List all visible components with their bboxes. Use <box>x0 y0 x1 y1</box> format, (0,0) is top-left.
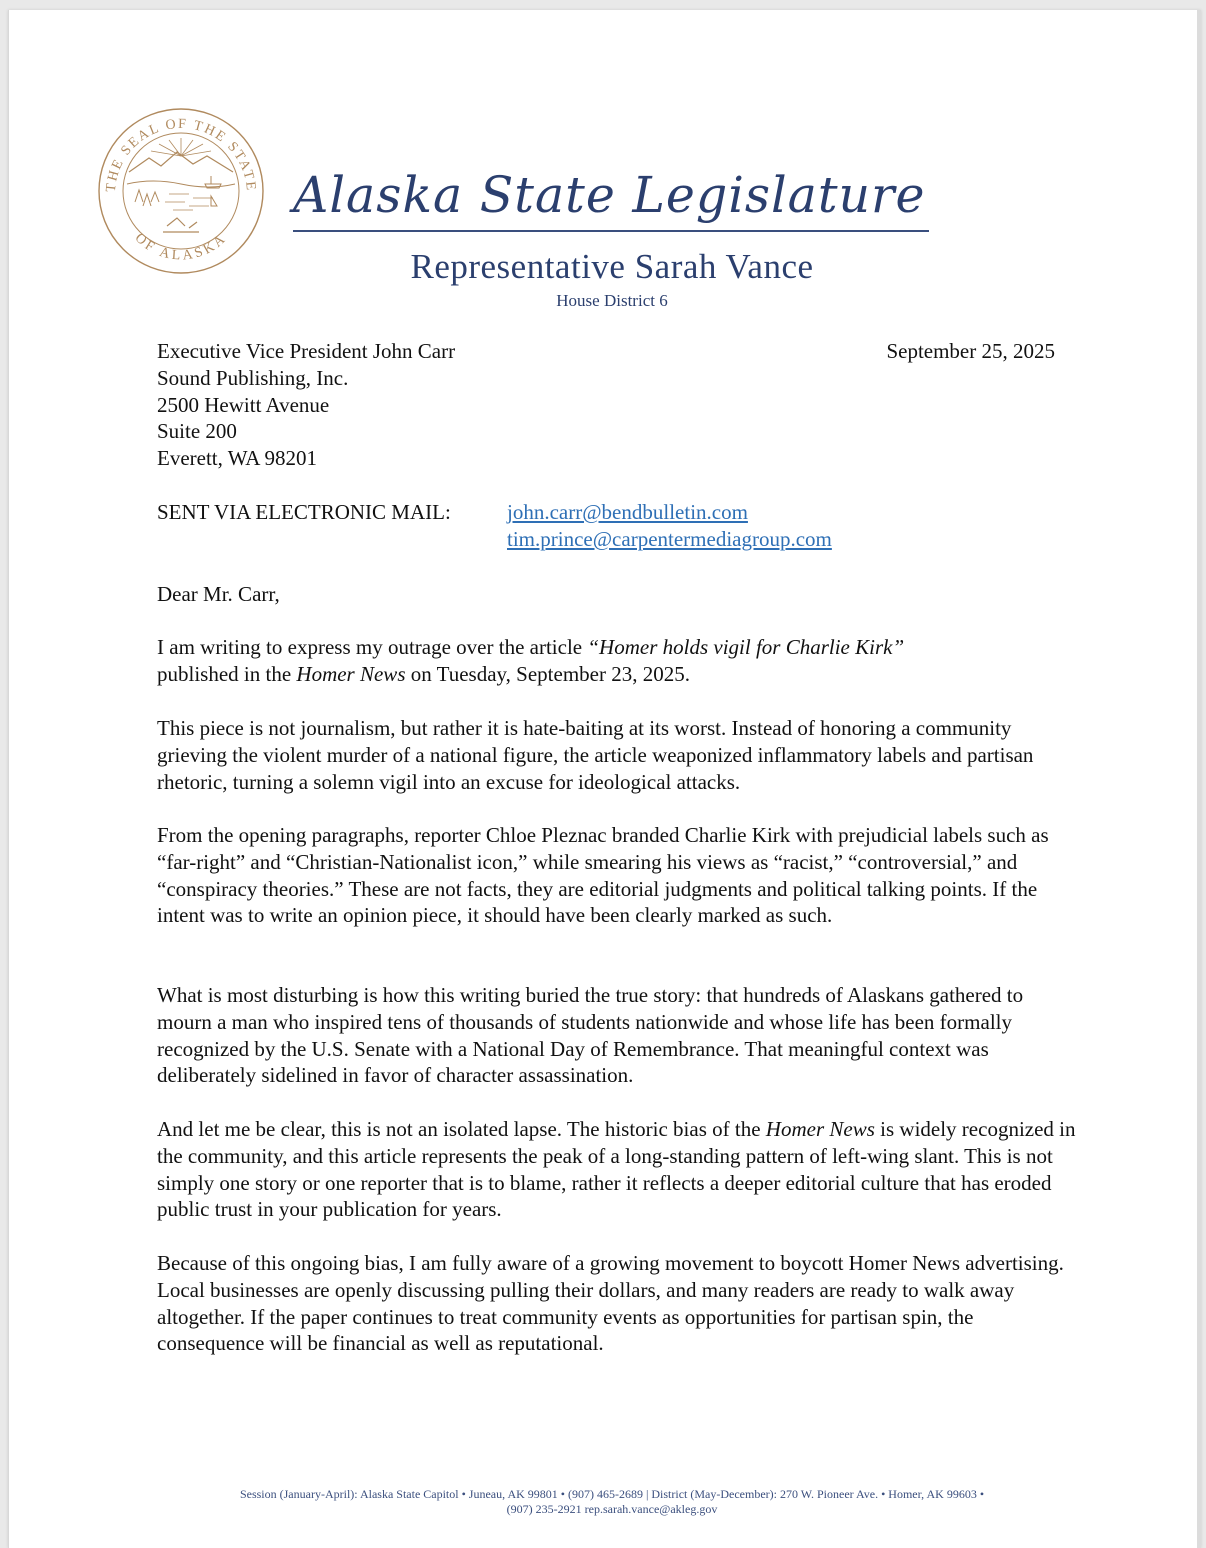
paragraph-1 <box>157 634 1077 688</box>
paragraph-text: What is most disturbing is how this writing buried the true story: that hundreds of Alaskans gathered to mourn a man who inspired tens of thousands of students nationwide and whose life has been formally recognized by the U.S. Senate with a National Day of Remembrance. That meaningful context was deliberately sidelined in favor of character assassination. <box>157 983 1024 1088</box>
article-title: “Homer holds vigil for Charlie Kirk” <box>587 635 905 659</box>
letter-page <box>8 10 1201 1548</box>
paragraph-3 <box>157 822 1077 929</box>
house-district: House District 6 <box>556 291 668 310</box>
footer-contact: (907) 235-2921 rep.sarah.vance@akleg.gov <box>506 1502 718 1516</box>
alaska-state-seal-icon <box>93 106 269 276</box>
recipient-line: 2500 Hewitt Avenue <box>157 392 330 417</box>
publication-name: Homer News <box>296 661 406 686</box>
paragraph-5 <box>157 1116 1077 1223</box>
recipient-line: Suite 200 <box>157 419 237 444</box>
letter-date: September 25, 2025 <box>886 339 1055 363</box>
publication-name: Homer News <box>765 1117 875 1141</box>
letterhead-rule <box>293 230 929 232</box>
salutation: Dear Mr. Carr, <box>157 582 280 606</box>
representative-name: Representative Sarah Vance <box>410 247 814 286</box>
recipient-line: Everett, WA 98201 <box>157 446 318 471</box>
letterhead-footer <box>159 1487 1065 1517</box>
paragraph-text: And let me be clear, this is not an isolated lapse. The historic bias of the <box>157 1117 766 1141</box>
email-links <box>507 499 832 553</box>
footer-addresses: Session (January-April): Alaska State Capitol • Juneau, AK 99801 • (907) 465-2689 | District (May-December): 270 W. Pioneer Ave. • Homer, AK 99603 • <box>239 1487 985 1501</box>
paragraph-text: I am writing to express my outrage over the article <box>157 635 588 659</box>
paragraph-text: This piece is not journalism, but rather it is hate-baiting at its worst. Instead of honoring a community grieving the violent murder of a national figure, the article weaponized inflammatory labels and partisan rhetoric, turning a solemn vigil into an excuse for ideological attacks. <box>157 716 1034 794</box>
svg-text:OF ALASKA: OF ALASKA <box>131 230 231 264</box>
sent-via-label: SENT VIA ELECTRONIC MAIL: <box>157 500 451 524</box>
email-link-tim-prince[interactable]: tim.prince@carpentermediagroup.com <box>507 526 832 551</box>
recipient-line: Sound Publishing, Inc. <box>157 365 349 390</box>
recipient-line: Executive Vice President John Carr <box>157 339 456 363</box>
paragraph-text: on Tuesday, September 23, 2025. <box>405 661 690 686</box>
svg-text:THE SEAL OF THE STATE: THE SEAL OF THE STATE <box>103 116 259 193</box>
paragraph-text: Because of this ongoing bias, I am fully aware of a growing movement to boycott Homer News advertising. Local businesses are openly discussing pulling their dollars, and many readers are ready to walk away altogether. If the paper continues to treat community events as opportunities for partisan spin, the consequence will be financial as well as reputational. <box>157 1251 1064 1356</box>
paragraph-6 <box>157 1250 1077 1357</box>
paragraph-text: is widely recognized in the community, and this article represents the peak of a long-standing pattern of left-wing slant. This is not simply one story or one reporter that is to blame, rather it reflects a deeper editorial culture that has eroded public trust in your publication for years. <box>157 1117 1076 1222</box>
paragraph-2 <box>157 715 1077 795</box>
paragraph-text: published in the <box>157 661 297 686</box>
paragraph-text: From the opening paragraphs, reporter Chloe Pleznac branded Charlie Kirk with prejudicial labels such as “far-right” and “Christian-Nationalist icon,” while smearing his views as “racist,” “controversial,” and “conspiracy theories.” These are not facts, they are editorial judgments and political talking points. If the intent was to write an opinion piece, it should have been clearly marked as such. <box>157 823 1049 928</box>
email-link-john-carr[interactable]: john.carr@bendbulletin.com <box>507 500 748 524</box>
paragraph-4 <box>157 982 1077 1089</box>
letterhead-title: Alaska State Legislature <box>293 166 926 224</box>
